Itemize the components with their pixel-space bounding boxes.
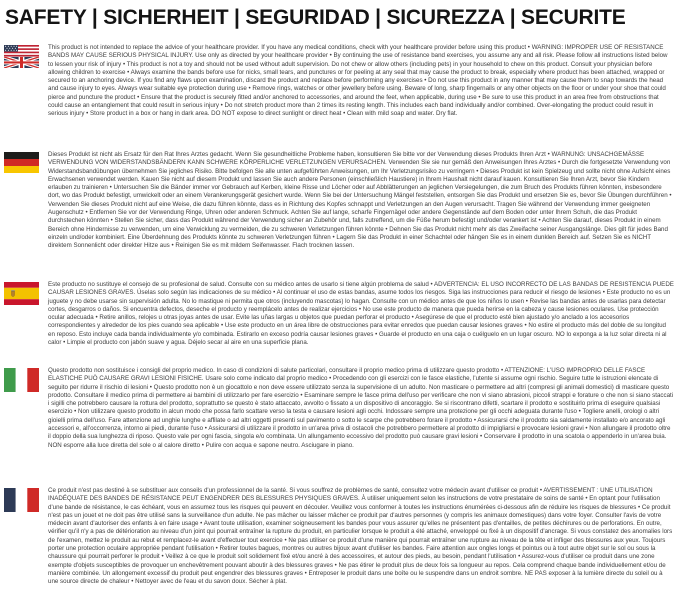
uk-us-flag-icon: [4, 44, 48, 68]
safety-text-german: Dieses Produkt ist nicht als Ersatz für den Rat Ihres Arztes gedacht. Wenn Sie gesundheitliche Probleme haben, konsultieren Sie bitte vor der Verwendung dieses Produkts Ihren Arzt • WARNUNG: UNSACHGEMÄSSE VERWENDUNG VON WIDERSTANDSBÄNDERN KANN SCHWERE KÖRPERLICHE VERLETZUNGEN VERURSACHEN. Verwenden Sie sie nur gemäß den Anweisungen Ihres Arztes • Durch die fortgesetzte Verwendung von Widerstandsbandübungen übernehmen Sie jegliches Risiko. Bitte befolgen Sie alle unten aufgeführten Anweisungen, um Ihr Verletzungsrisiko zu verringern • Dieses Produkt ist kein Spielzeug und sollte nicht ohne Aufsicht eines Erwachsenen verwendet werden. Kauen Sie nicht auf diesem Produkt und lassen Sie auch andere Personen (einschließlich Haustiere) in Ihrem Haushalt nicht darauf kauen. Konsultieren Sie Ihren Arzt, bevor Sie Kindern erlauben zu trainieren • Untersuchen Sie die Bänder immer vor Gebrauch auf Kerben, kleine Risse und Löcher oder auf Abblätterungen an jeglichen Versiegelungen, die zum Bruch des Produkts führen könnten, insbesondere dort, wo das Produkt befestigt, umwickelt oder an einem Verankerungsgerät gesichert wurde. Wenn Sie bei der Untersuchung Mängel feststellen, entsorgen Sie das Produkt und ersetzen Sie es, bevor Sie Übungen durchführen • Verwenden Sie dieses Produkt nicht auf eine Weise, die dazu führen könnte, dass es in Richtung des Kopfes schnappt und Verletzungen an den Augen verursacht. Tragen Sie während der Verwendung immer geeigneten Augenschutz • Entfernen Sie vor der Verwendung Ringe, Uhren oder anderen Schmuck. Achten Sie auf lange, scharfe Fingernägel oder andere Gegenstände auf dem Boden oder unter Ihrem Schuh, die das Produkt durchstechen könnten • Stellen Sie sicher, dass das Produkt während der Verwendung sicher an Zubehör und, falls zutreffend, um die Füße herum befestigt und/oder verankert ist • Achten Sie darauf, dieses Produkt in einem Bereich ohne Hindernisse zu verwenden, um eine Verwicklung zu vermeiden, die zu schweren Verletzungen führen könnte • Dehnen Sie das Produkt nicht mehr als das Zweifache seiner Ausgangslänge. Dies gilt für jedes Band einzeln und/oder kombiniert. Eine Überdehnung des Produkts könnte zu schweren Verletzungen führen • Lagern Sie das Produkt in einer Schachtel oder hängen Sie es in einem dunklen Bereich auf. Setzen Sie es NICHT direktem Sonnenlicht oder direkter Hitze aus • Reinigen Sie es mit mildem Seifenwasser. Flach trocknen lassen.: [48, 151, 672, 250]
safety-text-italian: Questo prodotto non sostituisce i consigli del proprio medico. In caso di condizioni di salute particolari, consultare il proprio medico prima di utilizzare questo prodotto • ATTENZIONE: L'USO IMPROPRIO DELLE FASCE ELASTICHE PUÒ CAUSARE GRAVI LESIONI FISICHE. Usare solo come indicato dal proprio medico • Procedendo con gli esercizi con le fasce elastiche, l'utente si assume ogni rischio. Seguire tutte le istruzioni elencate di seguito per ridurre il rischio di lesioni • Questo prodotto non è un giocattolo e non deve essere utilizzato senza la supervisione di un adulto. Non masticare o permettere ad altri (compresi gli animali domestici) di masticare questo prodotto. Consultare il medico prima di permettere ai bambini di utilizzarlo per fare esercizio • Esaminare sempre le fasce prima dell'uso per verificare che non vi siano abrasioni, piccoli strappi e forature o che non si siano staccati i sigilli che potrebbero causare la rottura del prodotto, soprattutto se questo è stato attaccato, avvolto o fissato a un dispositivo di ancoraggio. Se si riscontrano difetti, scartare il prodotto e sostituirlo prima di eseguire qualsiasi esercizio • Non utilizzare questo prodotto in alcun modo che possa farlo scattare verso la testa e causare lesioni agli occhi. Indossare sempre una protezione per gli occhi adeguata durante l'uso • Togliere anelli, orologi o altri gioielli prima dell'uso. Fare attenzione ad unghie lunghe e affilate o ad altri oggetti presenti sul pavimento o sotto le scarpe che potrebbero forare il prodotto • Assicurarsi che il prodotto sia saldamente installato e/o ancorato agli accessori e, all'occorrenza, intorno ai piedi, durante l'uso • Assicurarsi di utilizzare il prodotto in un'area priva di ostacoli che potrebbero permettere al prodotto di impigliarsi e provocare lesioni gravi • Non allungare il prodotto oltre il doppio della sua lunghezza di riposo. Questo vale per ogni fascia, singola e/o combinata. Un allungamento eccessivo del prodotto può causare gravi lesioni • Conservare il prodotto in una scatola o appenderlo in un'area buia. NON esporre alla luce diretta del sole o al calore diretto • Pulire con acqua e sapone neutro. Asciugare in piano.: [48, 367, 674, 449]
section-french: [4, 487, 674, 587]
germany-flag-icon: [4, 151, 48, 173]
safety-text-spanish: Este producto no sustituye el consejo de su profesional de salud. Consulte con su médico antes de usarlo si tiene algún problema de salud • ADVERTENCIA: EL USO INCORRECTO DE LAS BANDAS DE RESISTENCIA PUEDE CAUSAR LESIONES GRAVES. Úselas solo según las indicaciones de su médico • Al continuar el uso de estas bandas, asume todos los riesgos. Siga las instrucciones para reducir el riesgo de lesiones • Este producto no es un juguete y no debe usarse sin supervisión adulta. No lo mastique ni permita que otros (incluyendo mascotas) lo hagan. Consulte con un médico antes de que los niños lo usen • Revise las bandas antes de usarlas para detectar cortes, desgarros o daños. Si encuentra defectos, deseche el producto y reemplácelo antes de realizar ejercicios • No use este producto de manera que pueda herirse en la cabeza y cause lesiones oculares. Use protección ocular adecuada • Retire anillos, relojes u otras joyas antes de usar. Evite las uñas largas u objetos que puedan perforar el producto • Asegúrese de que el producto esté bien ajustado y/o anclado a los accesorios correspondientes y alrededor de los pies cuando sea aplicable • Use este producto en un área libre de obstrucciones para evitar enredos que puedan causar lesiones graves • No estire el producto más del doble de su longitud en reposo. Esto incluye cada banda individualmente y/o combinada. Estirarlo en exceso podría causar lesiones graves • Guarde el producto en una caja o cuélguelo en un lugar oscuro. NO lo exponga a la luz solar directa ni al calor • Limpie el producto con jabón suave y agua. Déjelo secar al aire en una superficie plana.: [48, 281, 674, 347]
section-spanish: [4, 281, 674, 347]
page-title: SAFETY | SICHERHEIT | SEGURIDAD | SICUREZZA | SECURITE: [5, 6, 626, 29]
italy-flag-icon: [4, 367, 48, 392]
spain-crest: [11, 290, 15, 297]
safety-text-english: This product is not intended to replace the advice of your healthcare provider. If you have any medical conditions, check with your healthcare provider before using this product • WARNING: IMPROPER USE OF RESISTANCE BANDS MAY CAUSE SERIOUS PHYSICAL INJURY. Use only as directed by your healthcare provider • By continuing the use of resistance band exercises, you assume any and all risk. Please follow all instructions listed below to lessen your risk of injury • This product is not a toy and should not be used without adult supervision. Do not chew or allow others (including pets) in your household to chew on this product. Consult your physician before allowing children to exercise • Always examine the bands before use for nicks, small tears, and punctures or for peeling at any seal that may cause the product to break, especially where product has been attached, wrapped or secured to an anchoring device. If you find any flaws upon examination, discard the product and replace before performing any exercises • Do not use this product in any manner that may cause them to snap towards the head and cause injury to eyes. Always wear suitable eye protection during use • Remove rings, watches or other jewellery before using. Beware of long, sharp fingernails or any other objects on the floor or under your shoe that could pierce and puncture the product • Ensure that the product is securely fitted and/or anchored to accessories, and around the feet, when applicable, during use • Be sure to use this product in an area free from obstructions that could cause an entanglement that could result in serious injury • Do not stretch product more than 2 times its resting length. This includes each band individually and/or combined. Over-elongating the product could result in serious injury • Store product in a box or hang in dark area. DO NOT expose to direct sunlight or direct heat • Clean with mild soap and water. Dry flat.: [48, 44, 668, 118]
safety-text-french: Ce produit n'est pas destiné à se substituer aux conseils d'un professionnel de la santé. Si vous souffrez de problèmes de santé, consultez votre médecin avant d'utiliser ce produit • AVERTISSEMENT : UNE UTILISATION INADÉQUATE DES BANDES DE RÉSISTANCE PEUT ENGENDRER DES BLESSURES PHYSIQUES GRAVES. À utiliser uniquement selon les instructions de votre prestataire de soins de santé • En optant pour l'utilisation d'une bande de résistance, le cas échéant, vous en assumez tous les risques qui peuvent en découler. Veuillez vous conformer à toutes les instructions énumérées ci-dessous afin de réduire les risques de blessures • Ce produit n'est pas un jouet et ne doit pas être utilisé sans la surveillance d'un adulte. Ne pas mâcher ou laisser mâcher ce produit par d'autres personnes (y compris les animaux domestiques) dans votre foyer. Consulter l'avis de votre médecin avant d'autoriser des enfants à en faire usage • Avant toute utilisation, examiner soigneusement les bandes pour vous assurer qu'elles ne présentent pas d'entailles, de petites déchirures ou de perforations. En outre, vérifier qu'il n'y a pas de détérioration au niveau d'un joint qui pourrait entraîner la rupture du produit, en particulier lorsque le produit a été attaché, enveloppé ou fixé à un dispositif d'ancrage. Si vous constatez des anomalies lors de l'examen, mettez le produit au rebut et remplacez-le avant d'effectuer tout exercice • Ne pas utiliser ce produit d'une manière qui pourrait entraîner une rupture au niveau de la tête et infliger des blessures aux yeux. Toujours porter une protection oculaire appropriée pendant l'utilisation • Retirer toutes bagues, montres ou autres bijoux avant d'utiliser les bandes. Faire attention aux ongles longs et pointus ou à tout autre objet sur le sol ou sous la chaussure qui pourrait perforer le produit • Veillez à ce que le produit soit solidement fixé et/ou ancré à des accessoires, et autour des pieds, au besoin, pendant l'utilisation • Assurez-vous d'utiliser ce produit dans une zone exempte d'objets susceptibles de provoquer un enchevêtrement pouvant aboutir à des blessures graves • Ne pas étirer le produit plus de deux fois sa longueur au repos. Cela comprend chaque bande individuellement et/ou de manière combinée. Un allongement excessif du produit peut engendrer des blessures graves • Entreposer le produit dans une boîte ou le suspendre dans un endroit sombre. NE PAS exposer à la lumière directe du soleil ou à une source directe de chaleur • Nettoyer avec de l'eau et du savon doux. Sécher à plat.: [48, 487, 673, 586]
france-flag-icon: [4, 487, 48, 512]
section-italian: [4, 367, 674, 450]
section-english: [4, 44, 674, 119]
section-german: [4, 151, 674, 251]
spain-flag-icon: [4, 281, 48, 305]
